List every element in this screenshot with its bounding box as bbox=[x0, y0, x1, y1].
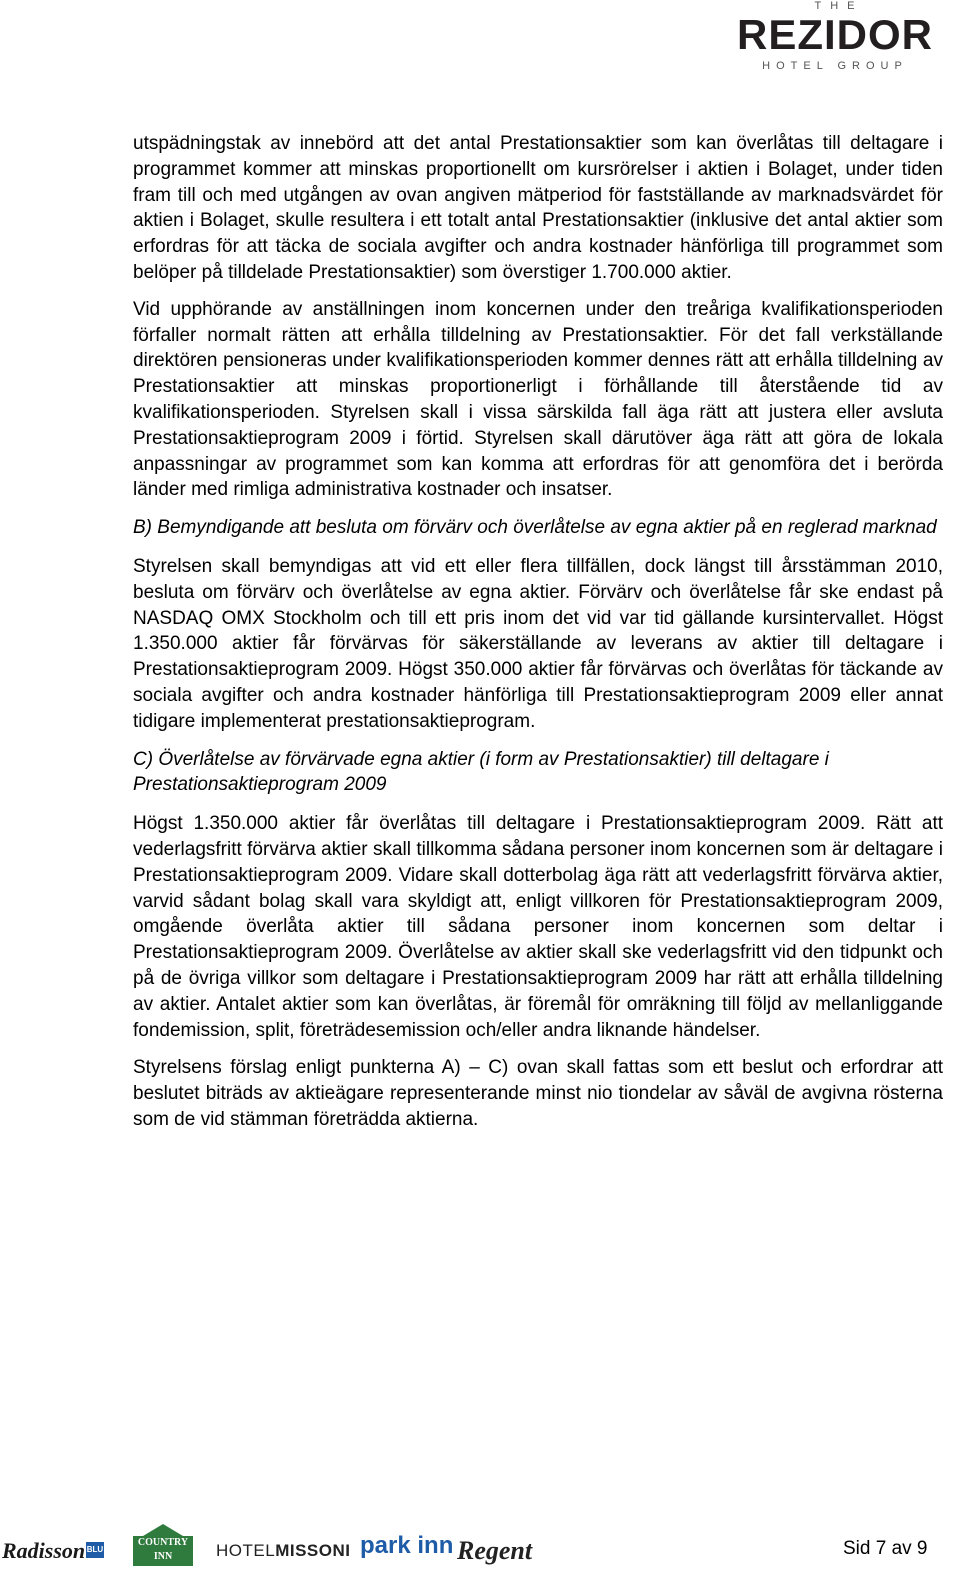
country-inn-roof-icon bbox=[143, 1524, 183, 1536]
radisson-blu-badge: BLU bbox=[86, 1542, 104, 1558]
section-heading-b: B) Bemyndigande att besluta om förvärv och överlåtelse av egna aktier på en reglerad marknad bbox=[133, 517, 937, 539]
paragraph-5: Styrelsens förslag enligt punkterna A) – C) ovan skall fattas som ett beslut och erfordrar att beslutet biträds av aktieägare representerande minst nio tiondelar av såväl de avgivna rösterna som de vid stämman företrädda aktierna. bbox=[133, 1057, 943, 1130]
country-inn-logo bbox=[133, 1524, 193, 1566]
rezidor-logo bbox=[732, 0, 938, 73]
paragraph-3: Styrelsen skall bemyndigas att vid ett eller flera tillfällen, dock längst till årsstämman 2010, besluta om förvärv och överlåtelse av egna aktier. Förvärv och överlåtelse får ske endast på NASDAQ OMX Stockholm och till ett pris inom det vid var tid gällande kursintervallet. Högst 1.350.000 aktier får förvärvas för säkerställande av leverans av aktier till deltagare i Prestationsaktieprogram 2009. Högst 350.000 aktier får förvärvas och överlåtas för täckande av sociala avgifter och andra kostnader hänförliga till Prestationsaktieprogram 2009 eller annat tidigare implementerat prestationsaktieprogram. bbox=[133, 555, 943, 732]
paragraph-4: Högst 1.350.000 aktier får överlåtas till deltagare i Prestationsaktieprogram 2009. Rätt att vederlagsfritt förvärva aktier skall tillkomma sådana personer inom koncernen som är deltagare i Prestationsaktieprogram 2009. Vidare skall dotterbolag äga rätt att vederlagsfritt förvärva aktier, varvid sådant bolag skall vara skyldigt att, enligt villkoren för Prestationsaktieprogram 2009, omgående överlåta aktier till sådana personer inom koncernen som deltar i Prestationsaktieprogram 2009. Överlåtelse av aktier skall ske vederlagsfritt vid den tidpunkt och på de övriga villkor som deltagare i Prestationsaktieprogram 2009 har rätt att erhålla tilldelning av aktier. Antalet aktier som kan överlåtas, är föremål för omräkning till följd av mellanliggande fondemission, split, företrädesemission och/eller andra liknande händelser. bbox=[133, 813, 943, 1041]
section-heading-c: C) Överlåtelse av förvärvade egna aktier (i form av Prestationsaktier) till deltagare i Prestationsaktieprogram 2009 bbox=[133, 748, 829, 796]
logo-sub-text: HOTEL GROUP bbox=[762, 60, 908, 72]
logo-main-text: REZIDOR bbox=[737, 11, 933, 58]
page-number: Sid 7 av 9 bbox=[843, 1538, 928, 1559]
country-inn-text: COUNTRY INN bbox=[133, 1536, 193, 1566]
logo-the-text: THE bbox=[814, 0, 864, 12]
radisson-logo: Radisson bbox=[2, 1538, 86, 1563]
page-footer bbox=[0, 1520, 960, 1594]
missoni-bold-text: MISSONI bbox=[275, 1541, 351, 1560]
regent-logo: Regent bbox=[457, 1536, 533, 1565]
paragraph-2: Vid upphörande av anställningen inom koncernen under den treåriga kvalifikationsperioden förfaller normalt rätten att erhålla tilldelning av Prestationsaktier. För det fall verkställande direktören pensioneras under kvalifikationsperioden kommer dennes rätt att erhålla tilldelning av Prestationsaktier att minskas proportionerligt i förhållande till återstående tid av kvalifikationsperioden. Styrelsen skall i vissa särskilda fall äga rätt att justera eller avsluta Prestationsaktieprogram 2009 i förtid. Styrelsen skall därutöver äga rätt att göra de lokala anpassningar av programmet som kan komma att erfordras för att genomföra det i berörda länder med rimliga administrativa kostnader och insatser. bbox=[133, 298, 943, 501]
park-inn-logo: park inn bbox=[360, 1532, 454, 1559]
paragraph-1: utspädningstak av innebörd att det antal Prestationsaktier som kan överlåtas till deltagare i programmet kommer att minskas proportionellt om kursrörelser i aktien i Bolaget, under tiden fram till och med utgången av ovan angiven mätperiod för fastställande av marknadsvärdet för aktien i Bolaget, skulle resultera i ett totalt antal Prestationsaktier (inklusive det antal aktier som erfordras för att täcka de sociala avgifter och andra kostnader hänförliga till programmet som belöper på tilldelade Prestationsaktier) som överstiger 1.700.000 aktier. bbox=[133, 133, 943, 283]
hotel-missoni-logo bbox=[216, 1541, 350, 1561]
missoni-light-text: HOTEL bbox=[216, 1541, 276, 1560]
document-body bbox=[133, 131, 943, 1145]
